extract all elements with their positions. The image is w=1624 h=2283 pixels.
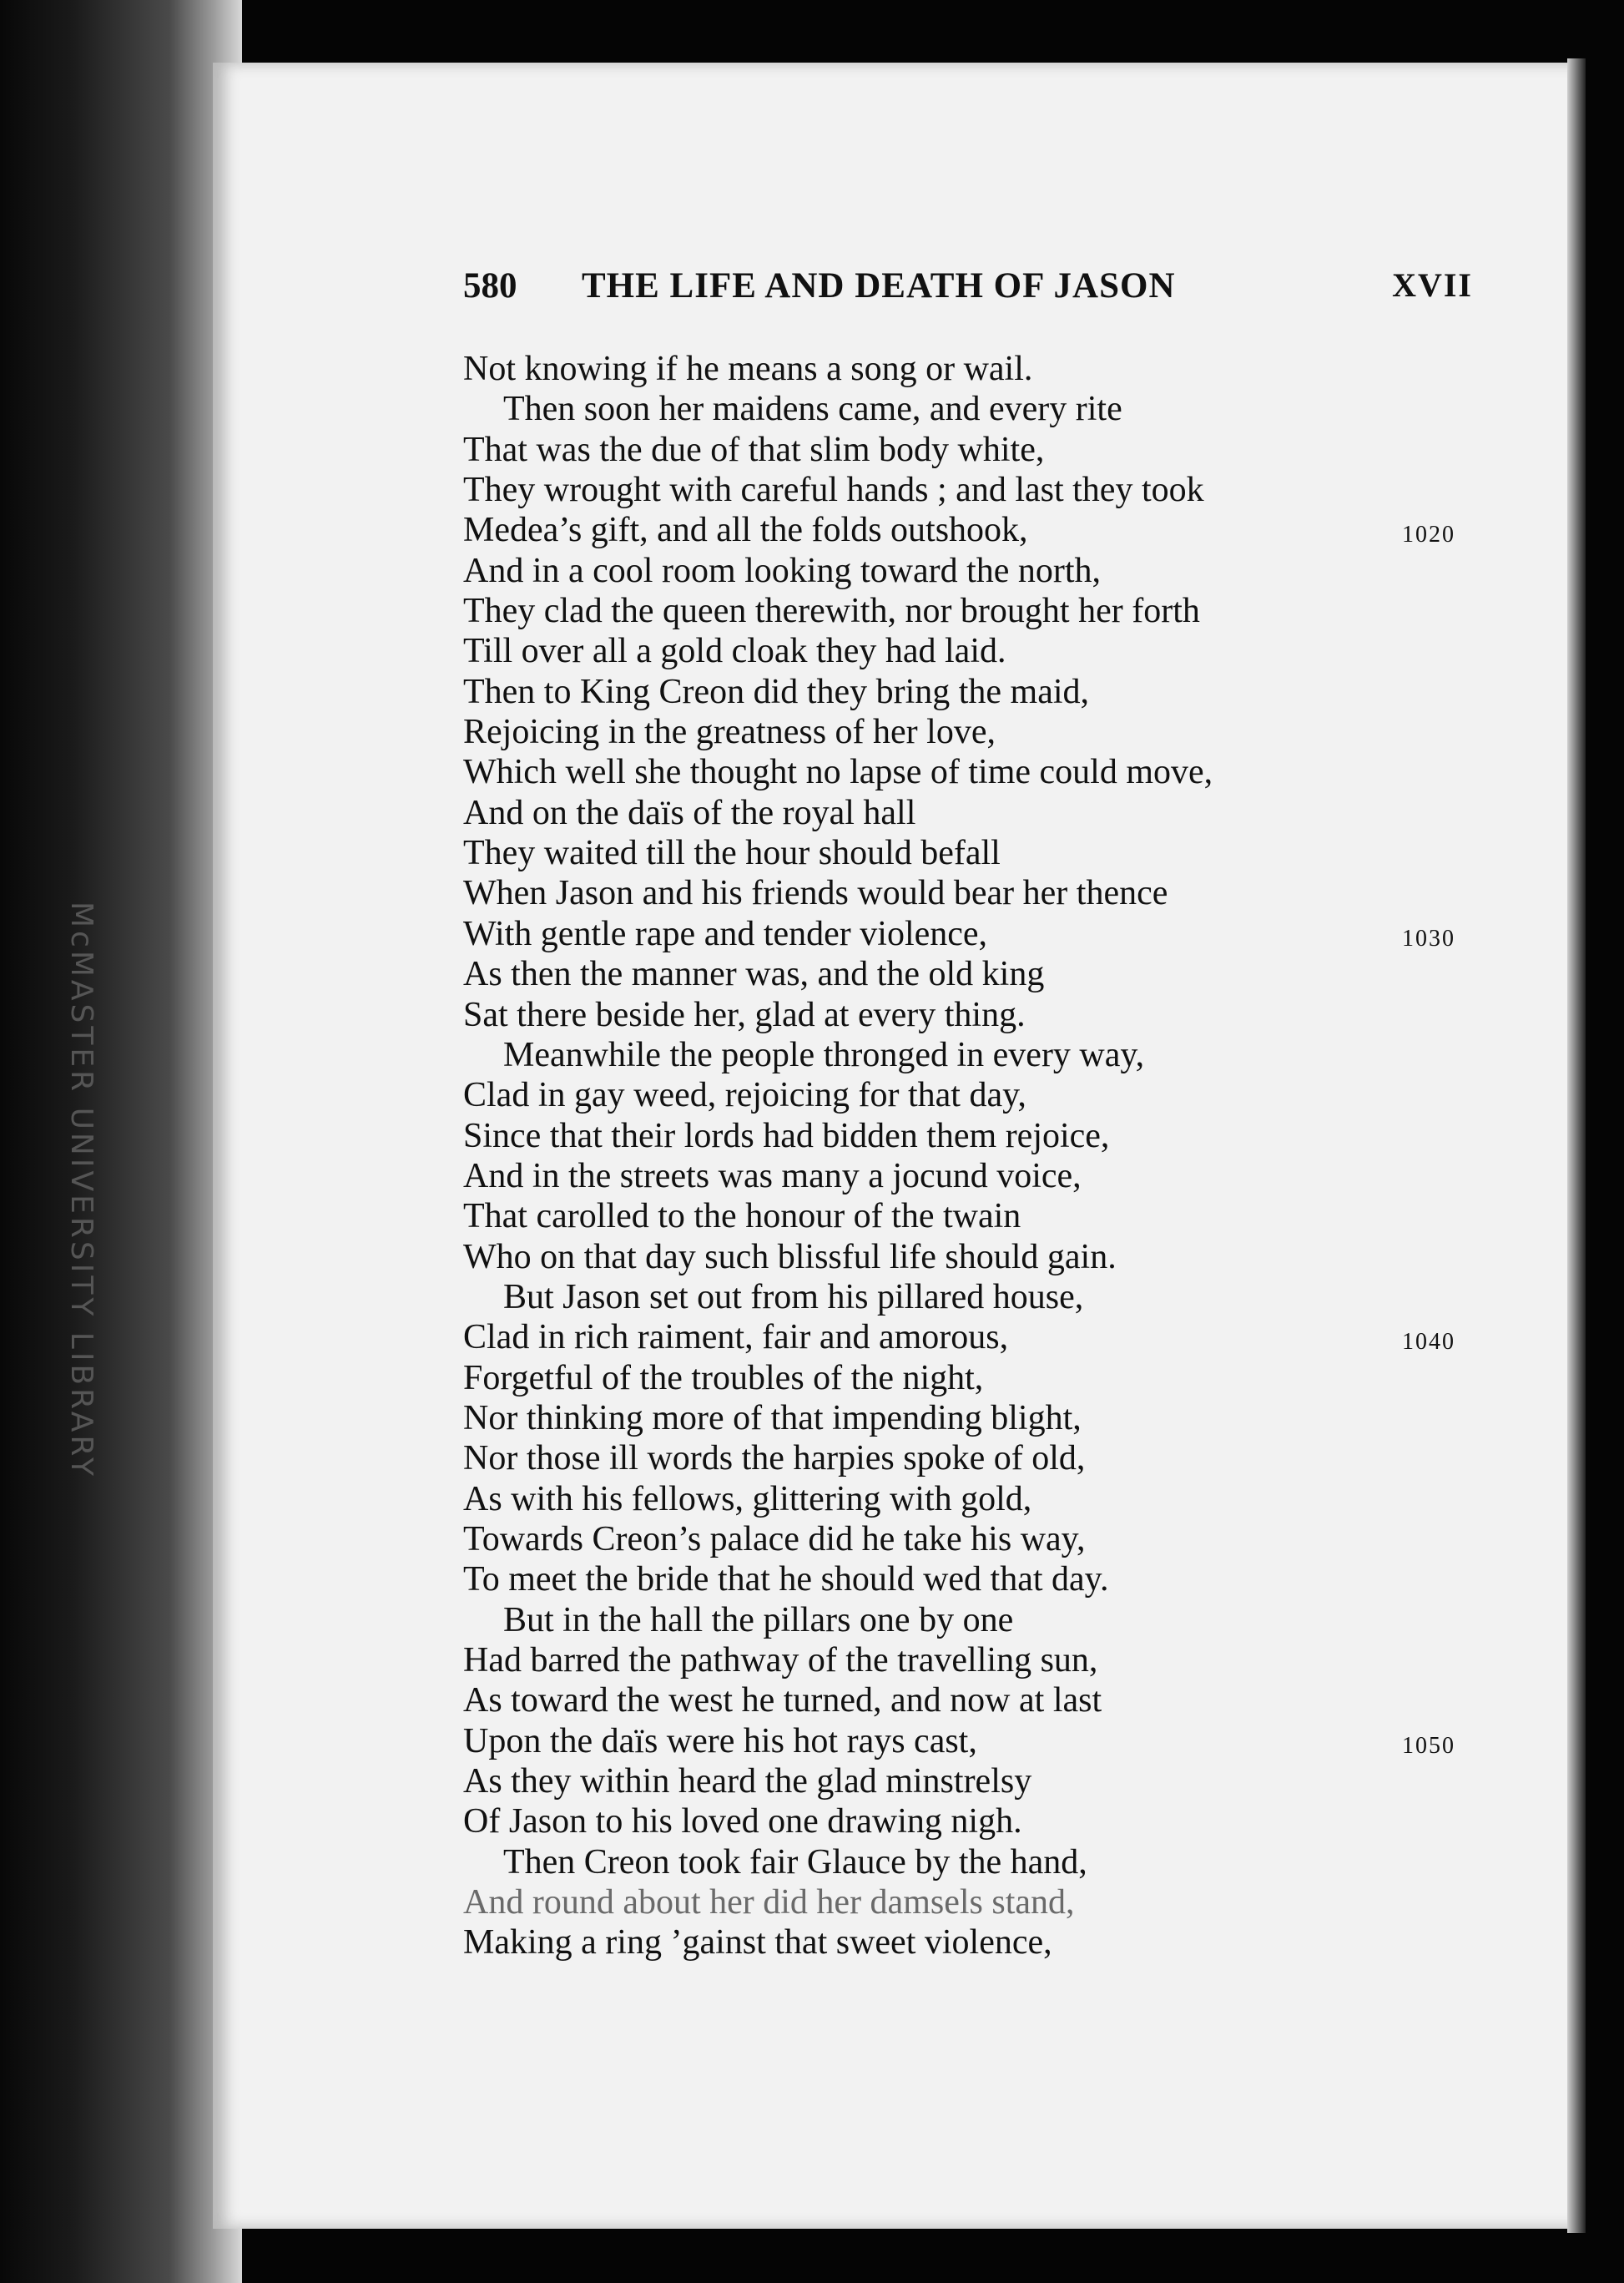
verse-line-text: Clad in gay weed, rejoicing for that day, [463, 1076, 1026, 1115]
line-number: 1020 [1402, 522, 1455, 548]
verse-line [463, 1842, 1498, 1882]
verse-line-text: They waited till the hour should befall [463, 834, 1001, 873]
verse-line [463, 1600, 1498, 1640]
verse-line [463, 1438, 1498, 1478]
verse-block [463, 349, 1498, 1963]
verse-line-text: Making a ring ’gainst that sweet violence, [463, 1923, 1052, 1962]
verse-line [463, 1559, 1498, 1599]
verse-line [463, 1358, 1498, 1398]
verse-line [463, 914, 1498, 954]
page-number: 580 [463, 266, 517, 306]
verse-line [463, 510, 1498, 550]
verse-line-text: Sat there beside her, glad at every thing. [463, 995, 1026, 1034]
line-number: 1030 [1402, 925, 1455, 952]
verse-line [463, 551, 1498, 591]
verse-line-text: Then to King Creon did they bring the maid, [463, 672, 1090, 711]
verse-line-text: Since that their lords had bidden them rejoice, [463, 1116, 1110, 1155]
verse-line [463, 470, 1498, 510]
verse-line [463, 1156, 1498, 1196]
verse-line [463, 1922, 1498, 1962]
page-edge [1567, 58, 1586, 2233]
verse-line [463, 1801, 1498, 1841]
library-stamp: McMASTER UNIVERSITY LIBRARY [64, 902, 98, 1480]
verse-line [463, 349, 1498, 389]
verse-line-text: They clad the queen therewith, nor brought her forth [463, 592, 1200, 631]
verse-line [463, 389, 1498, 429]
verse-line [463, 672, 1498, 712]
verse-line-text: Towards Creon’s palace did he take his way, [463, 1519, 1086, 1558]
verse-line-text: Then Creon took fair Glauce by the hand, [503, 1842, 1087, 1881]
verse-line [463, 1519, 1498, 1559]
line-number: 1050 [1402, 1732, 1455, 1759]
verse-line [463, 752, 1498, 792]
verse-line [463, 1317, 1498, 1357]
verse-line-text: Nor those ill words the harpies spoke of old, [463, 1439, 1086, 1478]
running-header [463, 265, 1473, 317]
verse-line [463, 1721, 1498, 1761]
verse-line-text: Not knowing if he means a song or wail. [463, 350, 1033, 388]
verse-line-text: Meanwhile the people thronged in every way, [503, 1035, 1145, 1074]
verse-line [463, 631, 1498, 671]
verse-line-text: That was the due of that slim body white, [463, 430, 1045, 469]
verse-line-text: To meet the bride that he should wed that day. [463, 1560, 1109, 1599]
verse-line-text: And in a cool room looking toward the north, [463, 551, 1102, 590]
verse-line-text: Who on that day such blissful life should gain. [463, 1237, 1117, 1276]
verse-line-text: Of Jason to his loved one drawing nigh. [463, 1802, 1022, 1841]
verse-line-text: They wrought with careful hands ; and last they took [463, 471, 1204, 510]
book-binding [0, 0, 242, 2283]
verse-line [463, 995, 1498, 1035]
verse-line-text: Had barred the pathway of the travelling sun, [463, 1641, 1098, 1679]
verse-line-text: And on the daïs of the royal hall [463, 793, 916, 832]
verse-line [463, 1237, 1498, 1277]
verse-line [463, 1035, 1498, 1075]
verse-line-text: That carolled to the honour of the twain [463, 1197, 1021, 1236]
verse-line-text: Upon the daïs were his hot rays cast, [463, 1721, 977, 1760]
verse-line [463, 1761, 1498, 1801]
verse-line-text: Clad in rich raiment, fair and amorous, [463, 1318, 1009, 1357]
verse-line-text: As then the manner was, and the old king [463, 955, 1045, 994]
verse-line [463, 430, 1498, 470]
verse-line-text: When Jason and his friends would bear her thence [463, 874, 1168, 913]
verse-line [463, 793, 1498, 833]
verse-line [463, 873, 1498, 913]
verse-line-text: But Jason set out from his pillared house, [503, 1277, 1084, 1316]
verse-line [463, 1277, 1498, 1317]
verse-line-text: Till over all a gold cloak they had laid. [463, 632, 1006, 671]
verse-line [463, 1075, 1498, 1115]
verse-line-text: As toward the west he turned, and now at last [463, 1681, 1102, 1720]
verse-line-text: Forgetful of the troubles of the night, [463, 1358, 984, 1397]
verse-line-text: With gentle rape and tender violence, [463, 914, 988, 953]
line-number: 1040 [1402, 1329, 1455, 1356]
verse-line [463, 712, 1498, 752]
verse-line [463, 1680, 1498, 1720]
verse-line-text: As they within heard the glad minstrelsy [463, 1762, 1032, 1801]
verse-line [463, 1479, 1498, 1519]
verse-line-text: Which well she thought no lapse of time could move, [463, 753, 1213, 792]
verse-line-text: And round about her did her damsels stand, [463, 1883, 1075, 1922]
verse-line-text: Medea’s gift, and all the folds outshook, [463, 511, 1028, 550]
running-title: THE LIFE AND DEATH OF JASON [582, 266, 1176, 306]
verse-line [463, 1882, 1498, 1922]
verse-line [463, 954, 1498, 994]
section-number: XVII [1392, 266, 1473, 304]
verse-line [463, 1116, 1498, 1156]
verse-line [463, 1398, 1498, 1438]
verse-line-text: As with his fellows, glittering with gold, [463, 1479, 1032, 1518]
verse-line-text: Nor thinking more of that impending blight, [463, 1398, 1082, 1437]
verse-line [463, 1196, 1498, 1236]
verse-line [463, 833, 1498, 873]
verse-line-text: Then soon her maidens came, and every rite [503, 390, 1122, 429]
verse-line [463, 591, 1498, 631]
verse-line-text: But in the hall the pillars one by one [503, 1600, 1014, 1639]
verse-line-text: And in the streets was many a jocund voice, [463, 1156, 1082, 1195]
verse-line-text: Rejoicing in the greatness of her love, [463, 713, 996, 752]
verse-line [463, 1640, 1498, 1680]
